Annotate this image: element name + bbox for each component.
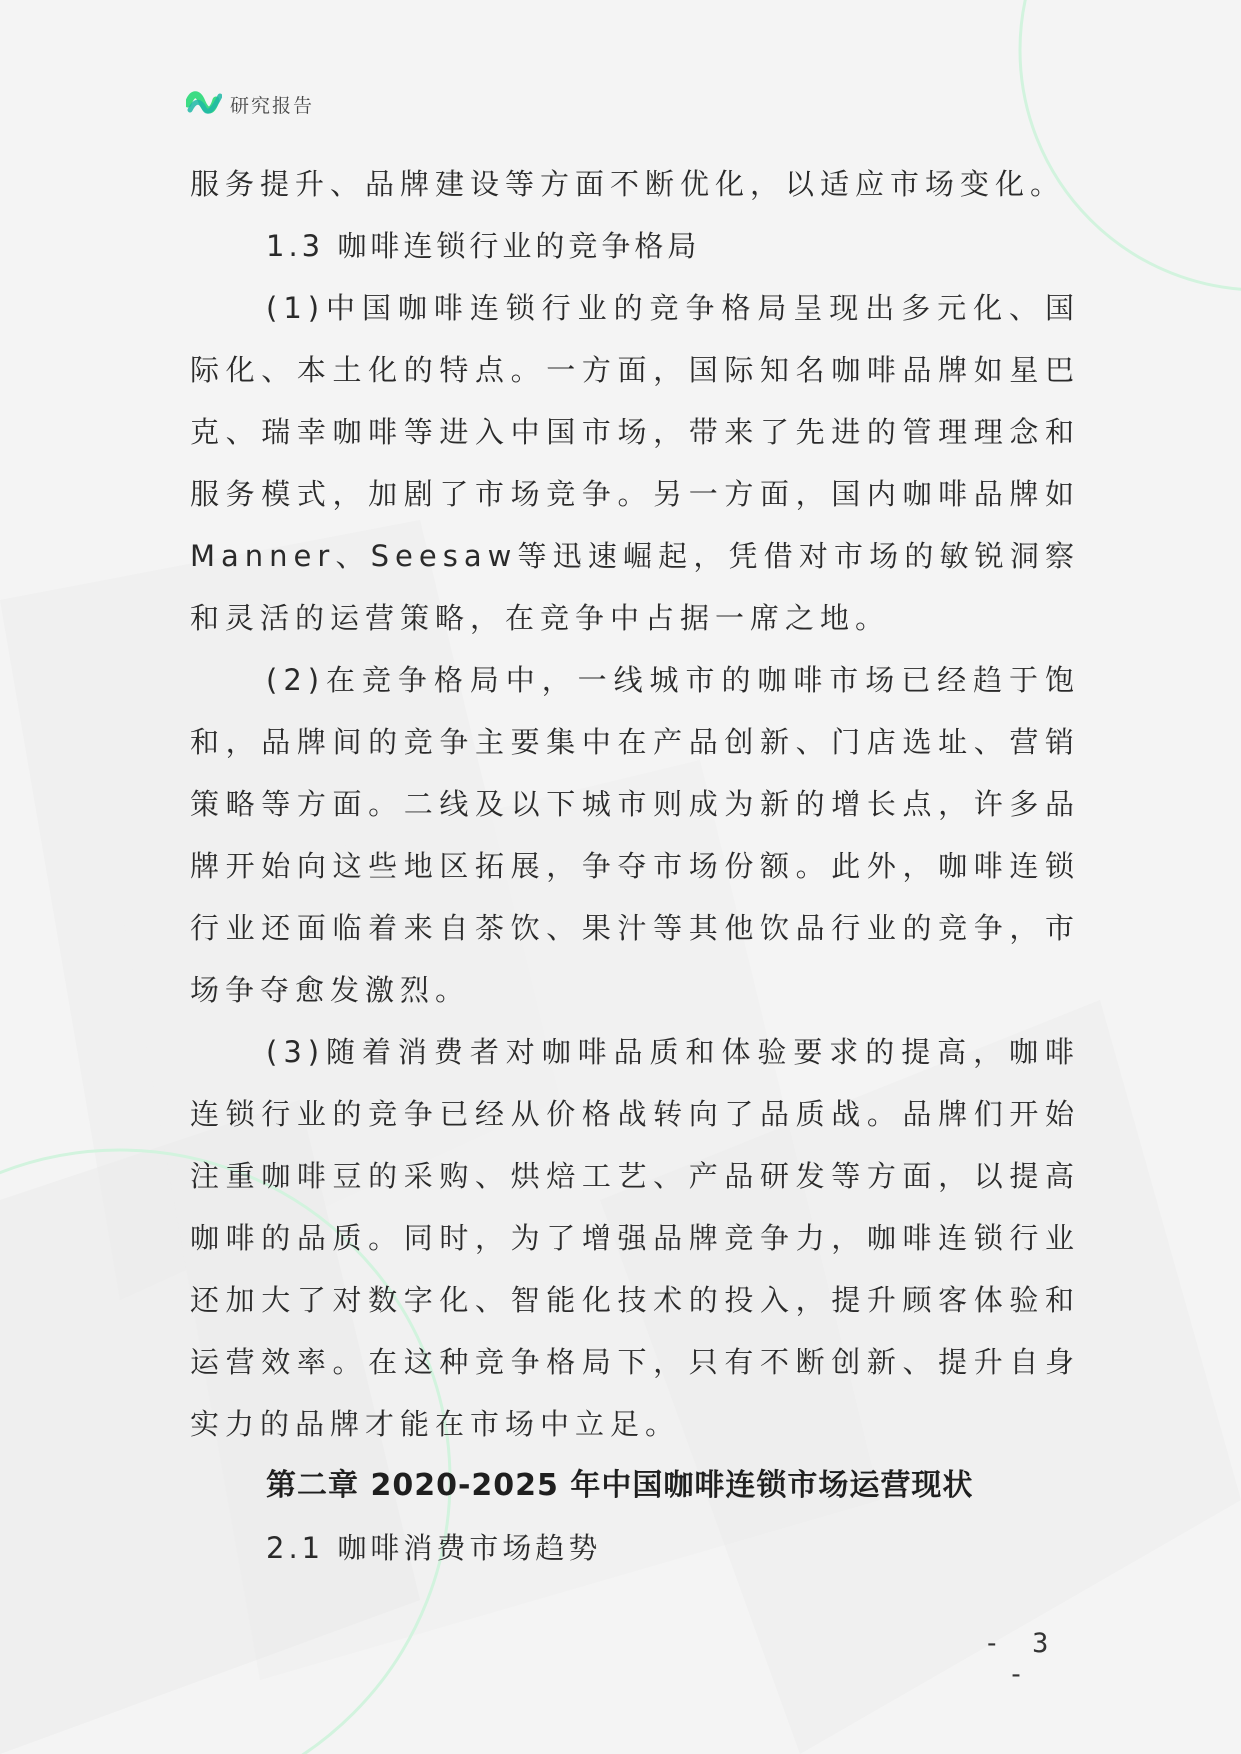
brand-logo-icon — [186, 88, 222, 120]
paragraph-continued: 服务提升、品牌建设等方面不断优化，以适应市场变化。 — [190, 167, 1066, 201]
section-heading-2-1: 2.1 咖啡消费市场趋势 — [266, 1531, 602, 1565]
chapter-heading-2: 第二章 2020-2025 年中国咖啡连锁市场运营现状 — [266, 1468, 974, 1503]
paragraph-3: (3)随着消费者对咖啡品质和体验要求的提高，咖啡连锁行业的竞争已经从价格战转向了品质战。品牌们开始注重咖啡豆的采购、烘焙工艺、产品研发等方面，以提高咖啡的品质。同时，为了增强品牌竞争力，咖啡连锁行业还加大了对数字化、智能化技术的投入，提升顾客体验和运营效率。在这种竞争格局下，只有不断创新、提升自身实力的品牌才能在市场中立足。 — [190, 1035, 1080, 1441]
section-heading-1-3: 1.3 咖啡连锁行业的竞争格局 — [266, 229, 701, 263]
header-label: 研究报告 — [230, 94, 315, 117]
report-content — [190, 153, 1080, 1579]
paragraph-1: (1)中国咖啡连锁行业的竞争格局呈现出多元化、国际化、本土化的特点。一方面，国际知名咖啡品牌如星巴克、瑞幸咖啡等进入中国市场，带来了先进的管理理念和服务模式，加剧了市场竞争。另一方面，国内咖啡品牌如Manner、Seesaw等迅速崛起，凭借对市场的敏锐洞察和灵活的运营策略，在竞争中占据一席之地。 — [190, 291, 1080, 635]
paragraph-2: (2)在竞争格局中，一线城市的咖啡市场已经趋于饱和，品牌间的竞争主要集中在产品创新、门店选址、营销策略等方面。二线及以下城市则成为新的增长点，许多品牌开始向这些地区拓展，争夺市场份额。此外，咖啡连锁行业还面临着来自茶饮、果汁等其他饮品行业的竞争，市场争夺愈发激烈。 — [190, 663, 1080, 1007]
page-number: - 3 - — [983, 1628, 1057, 1690]
report-header — [186, 88, 314, 120]
